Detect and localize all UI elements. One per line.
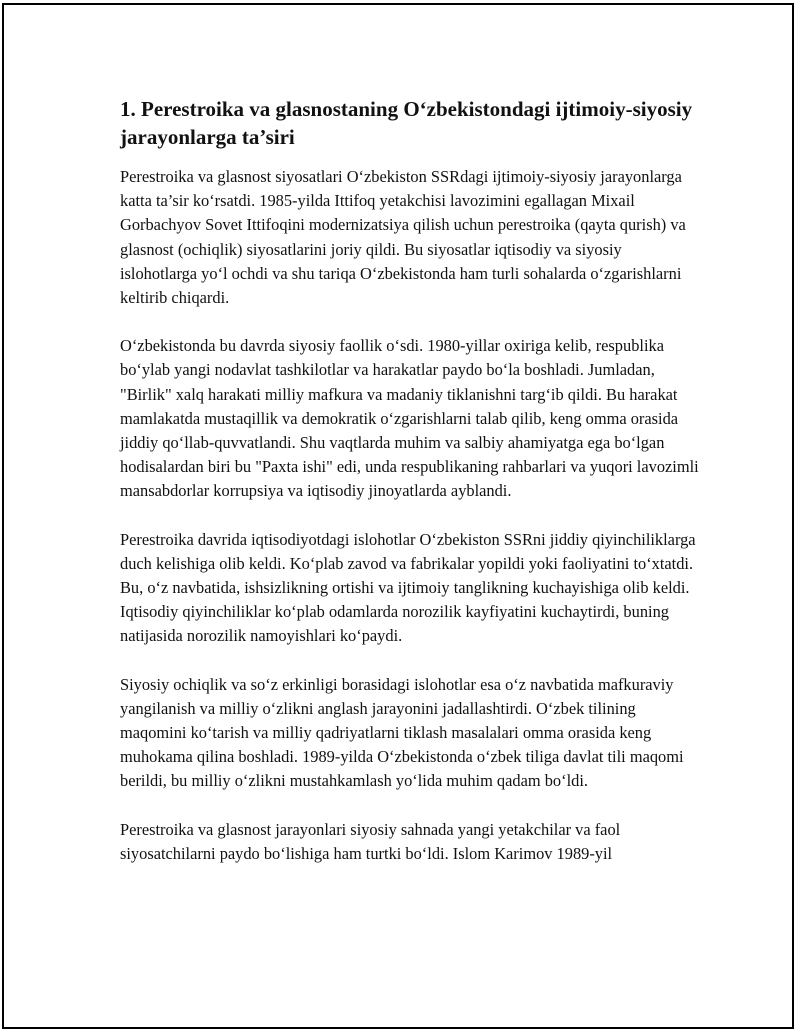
paragraph: Perestroika davrida iqtisodiyotdagi islohotlar O‘zbekiston SSRni jiddiy qiyinchiliklarga duch kelishiga olib keldi. Ko‘plab zavod va fabrikalar yopildi yoki faoliyatini to‘xtatdi. Bu, o‘z navbatida, ishsizlikning ortishi va ijtimoiy tanglikning kuchayishiga olib keldi. Iqtisodiy qiyinchiliklar ko‘plab odamlarda norozilik kayfiyatini kuchaytirdi, buning natijasida norozilik namoyishlari ko‘paydi.	[120, 529, 696, 646]
page-frame	[2, 3, 794, 1029]
paragraph: O‘zbekistonda bu davrda siyosiy faollik o‘sdi. 1980-yillar oxiriga kelib, respublika bo‘ylab yangi nodavlat tashkilotlar va harakatlar paydo bo‘la boshladi. Jumladan, "Birlik" xalq harakati milliy mafkura va madaniy tiklanishni targ‘ib qildi. Bu harakat mamlakatda mustaqillik va demokratik o‘zgarishlarni talab qilib, keng omma orasida jiddiy qo‘llab-quvvatlandi. Shu vaqtlarda muhim va salbiy ahamiyatga ega bo‘lgan hodisalardan biri bu "Paxta ishi" edi, unda respublikaning rahbarlari va yuqori lavozimli mansabdorlar korrupsiya va iqtisodiy jinoyatlarda ayblandi.	[120, 336, 699, 501]
document-body	[120, 95, 700, 890]
paragraph: Siyosiy ochiqlik va so‘z erkinligi borasidagi islohotlar esa o‘z navbatida mafkuraviy yangilanish va milliy o‘zlikni anglash jarayonini jadallashtirdi. O‘zbek tilining maqomini ko‘tarish va milliy qadriyatlarni tiklash masalalari omma orasida keng muhokama qilina boshladi. 1989-yilda O‘zbekistonda o‘zbek tiliga davlat tili maqomi berildi, bu milliy o‘zlikni mustahkamlash yo‘lida muhim qadam bo‘ldi.	[120, 674, 684, 791]
paragraph: Perestroika va glasnost siyosatlari O‘zbekiston SSRdagi ijtimoiy-siyosiy jarayonlarga katta ta’sir ko‘rsatdi. 1985-yilda Ittifoq yetakchisi lavozimini egallagan Mixail Gorbachyov Sovet Ittifoqini modernizatsiya qilish uchun perestroika (qayta qurish) va glasnost (ochiqlik) siyosatlarini joriy qildi. Bu siyosatlar iqtisodiy va siyosiy islohotlarga yo‘l ochdi va shu tariqa O‘zbekistonda ham turli sohalarda o‘zgarishlarni keltirib chiqardi.	[120, 167, 686, 308]
section-heading: 1. Perestroika va glasnostaning O‘zbekistondagi ijtimoiy-siyosiy jarayonlarga ta’siri	[120, 97, 693, 149]
paragraph: Perestroika va glasnost jarayonlari siyosiy sahnada yangi yetakchilar va faol siyosatchilarni paydo bo‘lishiga ham turtki bo‘ldi. Islom Karimov 1989-yil	[120, 819, 621, 863]
